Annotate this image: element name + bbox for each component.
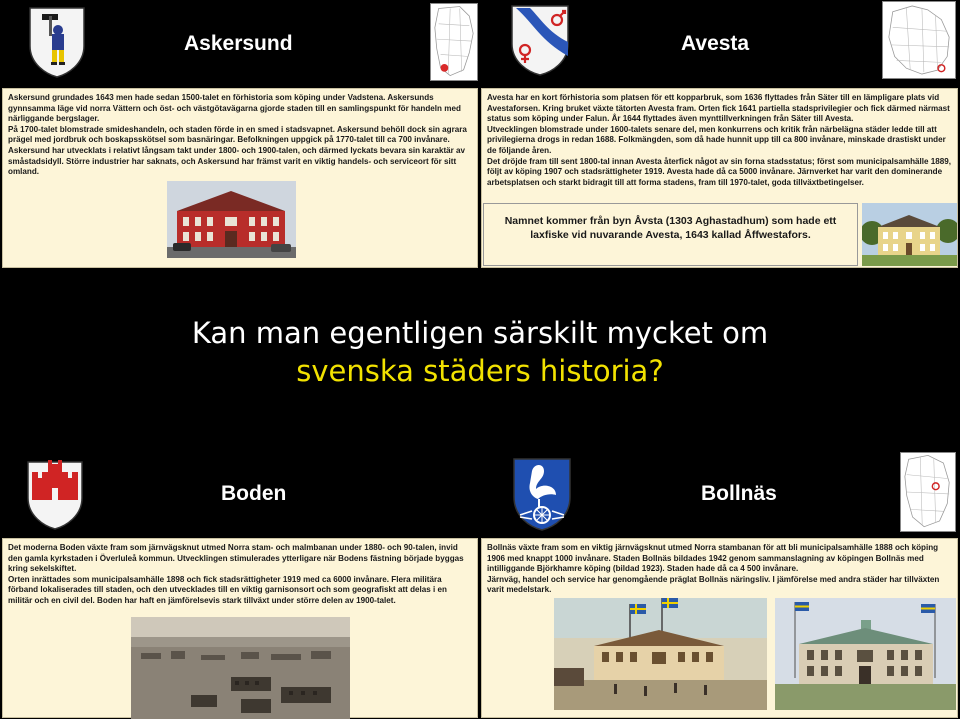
bollnas-railway-station-photo bbox=[554, 598, 767, 710]
avesta-paragraph: Det dröjde fram till sent 1800-tal innan Avesta återfick något av sin forna stadsstatus; först som municipalsamhälle 1889, följt av köping 1907 och stadsrättigheter 1919. Avesta hade då ca 5000 invånare. Järnverket har varit den dominerande arbetsplatsen och starkt bidragit till att forma stadens, fram till 1970-talet, goda tillväxtbetingelser. bbox=[487, 156, 952, 187]
boden-historical-photo bbox=[131, 617, 350, 719]
askersund-paragraph: Askersund har utvecklats i relativt långsam takt under 1800- och 1900-talen, och därmed lyckats bevara sin karaktär av småstadsidyll. Större industrier har saknats, och Askersund har främst varit en viktig handels- och serviceort för sitt omland. bbox=[8, 145, 466, 177]
bollnas-paragraph: Bollnäs växte fram som en viktig järnvägsknut utmed Norra stambanan för att bli municipalsamhälle 1888 och köping 1906 med knappt 1000 invånare. Staden Bollnäs bildades 1942 genom sammanslagning av köpingen Bollnäs med intilliggande Björkhamre köping (bildad 1923). Staden hade då ca 4 500 invånare. bbox=[487, 543, 939, 574]
bollnas-coat-of-arms-icon bbox=[512, 457, 572, 531]
askersund-paragraph: Askersund grundades 1643 men hade sedan 1500-talet en förhistoria som köping under Vadstena. Askersunds gynnsamma läge vid norra Vättern och öst- och västgötavägarna gjorde staden till en samlingspunkt för handeln med närliggande bergslager. bbox=[8, 93, 461, 124]
boden-coat-of-arms-icon bbox=[26, 460, 84, 530]
askersund-location-map-icon bbox=[430, 3, 478, 81]
askersund-town-hall-photo bbox=[167, 181, 296, 258]
headline-line-2: svenska städers historia? bbox=[296, 354, 664, 388]
bollnas-paragraph: Järnväg, handel och service har genomgående präglat Bollnäs näringsliv. I jämförelse med andra städer har tillväxten varit medelstark. bbox=[487, 574, 940, 595]
headline bbox=[0, 314, 960, 390]
bollnas-title: Bollnäs bbox=[701, 482, 777, 505]
avesta-paragraph: Utvecklingen blomstrade under 1600-talets senare del, men konkurrens och kritik från närbelägna städer ledde till att privilegierna drogs in redan 1688. Folkmängden, som då hade hunnit upp till ca 800 invånare, minskade drastiskt under de följande åren. bbox=[487, 124, 946, 155]
boden-paragraph: Orten inrättades som municipalsamhälle 1898 och fick stadsrättigheter 1919 med ca 6000 invånare. Flera militära förband lokaliserades till staden, och den utvecklades till en viktig garnisonsort och som geografiskt att delas i en militär och en civil del. Boden har haft en jämförelsevis stark tillväxt under större delen av 1900-talet. bbox=[8, 574, 447, 605]
avesta-name-origin-note: Namnet kommer från byn Åvsta (1303 Aghastadhum) som hade ett laxfiske vid nuvarande Avesta, 1643 kallad Åffwestafors. bbox=[483, 203, 858, 266]
askersund-title: Askersund bbox=[184, 32, 293, 55]
askersund-coat-of-arms-icon bbox=[28, 6, 86, 78]
avesta-title: Avesta bbox=[681, 32, 750, 55]
avesta-paragraph: Avesta har en kort förhistoria som platsen för ett kopparbruk, som 1636 flyttades från Säter till en lämpligare plats vid Avestaforsen. Kring bruket växte tätorten Avesta fram. Orten fick 1641 partiella stadsprivilegier och fick därmed närmast status som köping under Falun. År 1644 flyttades även mynttillverkningen från Säter till Avesta. bbox=[487, 93, 950, 124]
boden-paragraph: Det moderna Boden växte fram som järnvägsknut utmed Norra stam- och malmbanan under 1880- och 90-talen, invid den gamla kyrkstaden i Överluleå kommun. Utvecklingen stimulerades ytterligare när Bodens fästning började byggas kring sekelskiftet. bbox=[8, 543, 464, 574]
headline-line-1: Kan man egentligen särskilt mycket om bbox=[191, 316, 769, 350]
avesta-manor-photo bbox=[862, 203, 957, 266]
bollnas-location-map-icon bbox=[900, 452, 956, 532]
avesta-coat-of-arms-icon bbox=[510, 4, 570, 76]
boden-title: Boden bbox=[221, 482, 287, 505]
avesta-location-map-icon bbox=[882, 1, 956, 79]
askersund-paragraph: På 1700-talet blomstrade smideshandeln, och staden förde in en smed i stadsvapnet. Askersund behöll dock sin agrara prägel med jordbruk och boskapsskötsel som basnäringar. Befolkningen uppgick på 1770-talet till ca 700 invånare. bbox=[8, 124, 467, 145]
bollnas-city-hall-photo bbox=[775, 598, 956, 710]
